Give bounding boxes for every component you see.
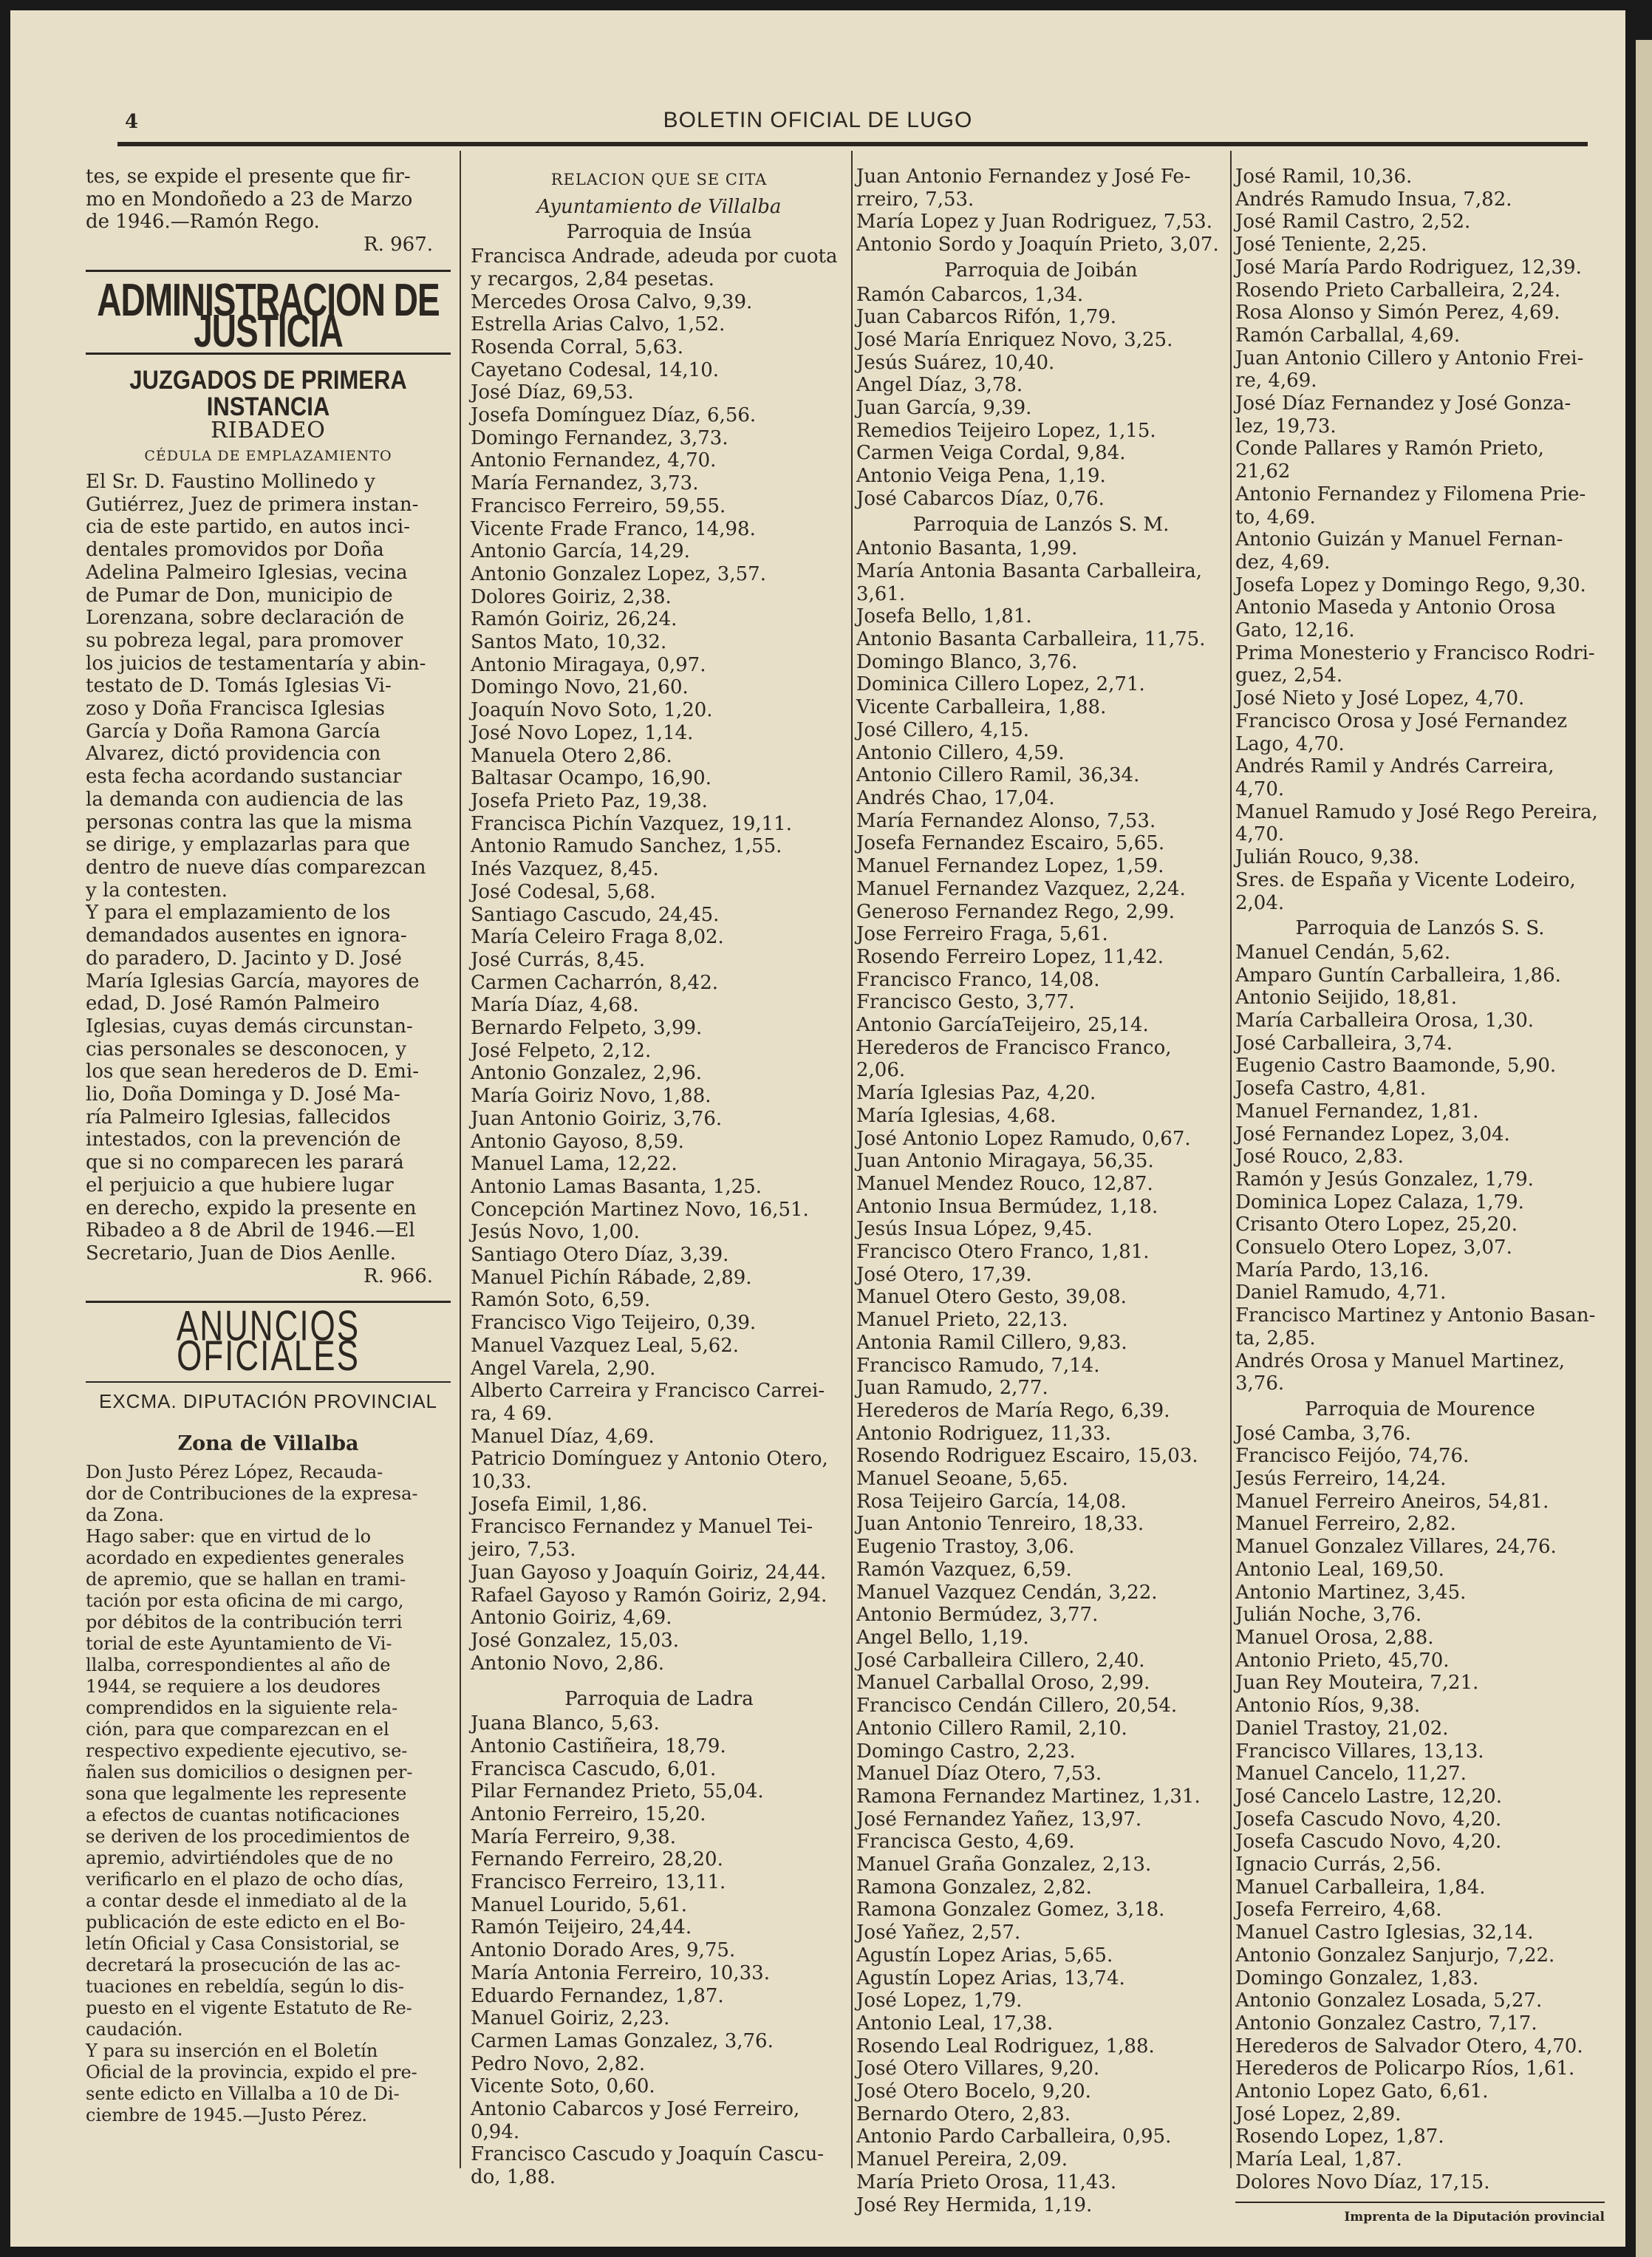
parroquia-heading: Parroquia de Lanzós S. M. [912,513,1170,536]
parroquia-heading: Parroquia de Ladra [564,1688,754,1711]
debtor-list: Juan Antonio Fernandez y José Fe- rreiro, 7,53. María Lopez y Juan Rodriguez, 7,53. Antonio Sordo y Joaquín Prieto, 3,07. [856,166,1219,256]
document-type: CÉDULA DE EMPLAZAMIENTO [144,448,392,465]
parroquia-heading: Parroquia de Insúa [566,221,752,244]
body-paragraph: Y para su inserción en el Boletín Oficial de la provincia, expido el pre- sente edicto en Villalba a 10 de Di- ciembre de 1945.—Justo Pérez. [86,2040,417,2126]
newspaper-page [10,10,1625,2247]
column-divider [851,151,853,2168]
subsection-title: JUZGADOS DE PRIMERA INSTANCIA [129,365,407,421]
section-banner [86,270,451,355]
debtor-list: Ramón Cabarcos, 1,34. Juan Cabarcos Rifón, 1,79. José María Enriquez Novo, 3,25. Jesús Suárez, 10,40. Angel Díaz, 3,78. Juan García, 9,39. Remedios Teijeiro Lopez, 1,15. Carmen Veiga Cordal, 9,84. Antonio Veiga Pena, 1,19. José Cabarcos Díaz, 0,76. [856,283,1173,510]
ayuntamiento-heading: Ayuntamiento de Villalba [536,195,782,218]
zona-heading: Zona de Villalba [177,1432,359,1456]
city-heading: RIBADEO [211,417,326,443]
body-paragraph: El Sr. D. Faustino Mollinedo y Gutiérrez, Juez de primera instan- cia de este partido, en autos inci- dentales promovidos por Doña Adelina Palmeiro Iglesias, vecina de Pumar de Don, municipio de Lorenzana, sobre declaración de su pobreza legal, para promover los juicios de testamentaría y abin- testato de D. Tomás Iglesias Vi- zoso y Doña Francisca Iglesias García y Doña Ramona García Alvarez, dictó providencia con esta fecha acordando sustanciar la demanda con audiencia de las personas contra las que la misma se dirige, y emplazarlas para que dentro de nueve días comparezcan y la contesten. [86,471,426,902]
column-3 [856,166,1226,2216]
printer-imprint: Imprenta de la Diputación provincial [1235,2202,1605,2229]
body-paragraph: Y para el emplazamiento de los demandados ausentes en ignora- do paradero, D. Jacinto y D. José María Iglesias García, mayores de edad, D. José Ramón Palmeiro Iglesias, cuyas demás circunstan- cias personales se desconocen, y los que sean herederos de D. Emi- lio, Doña Dominga y D. José Ma- ría Palmeiro Iglesias, fallecidos intestados, con la prevención de que si no comparecen les parará el perjuicio a que hubiere lugar en derecho, expido la presente en Ribadeo a 8 de Abril de 1946.—El Secretario, Juan de Dios Aenlle. [86,902,420,1264]
parroquia-heading: Parroquia de Mourence [1305,1398,1535,1420]
column-divider [1230,151,1232,2168]
debtor-list: José Camba, 3,76. Francisco Feijóo, 74,76. Jesús Ferreiro, 14,24. Manuel Ferreiro Aneiros, 54,81. Manuel Ferreiro, 2,82. Manuel Gonzalez Villares, 24,76. Antonio Leal, 169,50. Antonio Martinez, 3,45. Julián Noche, 3,76. Manuel Orosa, 2,88. Antonio Prieto, 45,70. Juan Rey Mouteira, 7,21. Antonio Ríos, 9,38. Daniel Trastoy, 21,02. Francisco Villares, 13,13. Manuel Cancelo, 11,27. José Cancelo Lastre, 12,20. Josefa Cascudo Novo, 4,20. Josefa Cascudo Novo, 4,20. Ignacio Currás, 2,56. Manuel Carballeira, 1,84. Josefa Ferreiro, 4,68. Manuel Castro Iglesias, 32,14. Antonio Gonzalez Sanjurjo, 7,22. Domingo Gonzalez, 1,83. Antonio Gonzalez Losada, 5,27. Antonio Gonzalez Castro, 7,17. Herederos de Salvador Otero, 4,70. Herederos de Policarpo Ríos, 1,61. Antonio Lopez Gato, 6,61. José Lopez, 2,89. Rosendo Lopez, 1,87. María Leal, 1,87. Dolores Novo Díaz, 17,15. [1235,1422,1583,2193]
parroquia-heading: Parroquia de Joibán [944,259,1138,282]
anuncios-title: ANUNCIOS OFICIALES [176,1303,361,1380]
debtor-list: Juana Blanco, 5,63. Antonio Castiñeira, 18,79. Francisca Cascudo, 6,01. Pilar Fernandez Prieto, 55,04. Antonio Ferreiro, 15,20. María Ferreiro, 9,38. Fernando Ferreiro, 28,20. Francisco Ferreiro, 13,11. Manuel Lourido, 5,61. Ramón Teijeiro, 24,44. Antonio Dorado Ares, 9,75. María Antonia Ferreiro, 10,33. Eduardo Fernandez, 1,87. Manuel Goiriz, 2,23. Carmen Lamas Gonzalez, 3,76. Pedro Novo, 2,82. Vicente Soto, 0,60. Antonio Cabarcos y José Ferreiro, 0,94. Francisco Cascudo y Joaquín Cascu- do, 1,88. [471,1712,825,2189]
body-paragraph: Don Justo Pérez López, Recauda- dor de Contribuciones de la expresa- da Zona. [86,1462,418,1526]
reference-number: R. 967. [363,234,433,256]
debtor-list: Manuel Cendán, 5,62. Amparo Guntín Carballeira, 1,86. Antonio Seijido, 18,81. María Carballeira Orosa, 1,30. José Carballeira, 3,74. Eugenio Castro Baamonde, 5,90. Josefa Castro, 4,81. Manuel Fernandez, 1,81. José Fernandez Lopez, 3,04. José Rouco, 2,83. Ramón y Jesús Gonzalez, 1,79. Dominica Lopez Calaza, 1,79. Crisanto Otero Lopez, 25,20. Consuelo Otero Lopez, 3,07. María Pardo, 13,16. Daniel Ramudo, 4,71. Francisco Martinez y Antonio Basan- ta, 2,85. Andrés Orosa y Manuel Martinez, 3,76. [1235,941,1596,1395]
relacion-heading: RELACION QUE SE CITA [550,171,768,188]
parroquia-heading: Parroquia de Lanzós S. S. [1295,917,1545,940]
diputacion-heading: EXCMA. DIPUTACIÓN PROVINCIAL [86,1381,451,1413]
debtor-list: Antonio Basanta, 1,99. María Antonia Basanta Carballeira, 3,61. Josefa Bello, 1,81. Antonio Basanta Carballeira, 11,75. Domingo Blanco, 3,76. Dominica Cillero Lopez, 2,71. Vicente Carballeira, 1,88. José Cillero, 4,15. Antonio Cillero, 4,59. Antonio Cillero Ramil, 36,34. Andrés Chao, 17,04. María Fernandez Alonso, 7,53. Josefa Fernandez Escairo, 5,65. Manuel Fernandez Lopez, 1,59. Manuel Fernandez Vazquez, 2,24. Generoso Fernandez Rego, 2,99. Jose Ferreiro Fraga, 5,61. Rosendo Ferreiro Lopez, 11,42. Francisco Franco, 14,08. Francisco Gesto, 3,77. Antonio GarcíaTeijeiro, 25,14. Herederos de Francisco Franco, 2,06. María Iglesias Paz, 4,20. María Iglesias, 4,68. José Antonio Lopez Ramudo, 0,67. Juan Antonio Miragaya, 56,35. Manuel Mendez Rouco, 12,87. Antonio Insua Bermúdez, 1,18. Jesús Insua López, 9,45. Francisco Otero Franco, 1,81. José Otero, 17,39. Manuel Otero Gesto, 39,08. Manuel Prieto, 22,13. Antonia Ramil Cillero, 9,83. Francisco Ramudo, 7,14. Juan Ramudo, 2,77. Herederos de María Rego, 6,39. Antonio Rodriguez, 11,33. Rosendo Rodriguez Escairo, 15,03. Manuel Seoane, 5,65. Rosa Teijeiro García, 14,08. Juan Antonio Tenreiro, 18,33. Eugenio Trastoy, 3,06. Ramón Vazquez, 6,59. Manuel Vazquez Cendán, 3,22. Antonio Bermúdez, 3,77. Angel Bello, 1,19. José Carballeira Cillero, 2,40. Manuel Carballal Oroso, 2,99. Francisco Cendán Cillero, 20,54. Antonio Cillero Ramil, 2,10. Domingo Castro, 2,23. Manuel Díaz Otero, 7,53. Ramona Fernandez Martinez, 1,31. José Fernandez Yañez, 13,97. Francisca Gesto, 4,69. Manuel Graña Gonzalez, 2,13. Ramona Gonzalez, 2,82. Ramona Gonzalez Gomez, 3,18. José Yañez, 2,57. Agustín Lopez Arias, 5,65. Agustín Lopez Arias, 13,74. José Lopez, 1,79. Antonio Leal, 17,38. Rosendo Leal Rodriguez, 1,88. José Otero Villares, 9,20. José Otero Bocelo, 9,20. Bernardo Otero, 2,83. Antonio Pardo Carballeira, 0,95. Manuel Pereira, 2,09. María Prieto Orosa, 11,43. José Rey Hermida, 1,19. [856,537,1206,2216]
anuncios-banner [86,1301,451,1378]
header-rule [117,142,1588,146]
body-paragraph: Hago saber: que en virtud de lo acordado en expedientes generales de apremio, que se hallan en trami- tación por esta oficina de mi cargo, por débitos de la contribución terri torial de este Ayuntamiento de Vi- llalba, correspondientes al año de 1944, se requiere a los deudores comprendidos en la siguiente rela- ción, para que comparezcan en el respectivo expediente ejecutivo, se- ñalen sus domicilios o designen per- sona que legalmente les represente a efectos de cuantas notificaciones se deriven de los procedimientos de apremio, advirtiéndoles que de no verificarlo en el plazo de ocho días, a contar desde el inmediato al de la publicación de este edicto en el Bo- letín Oficial y Casa Consistorial, se decretará la prosecución de las ac- tuaciones en rebeldía, según lo dis- puesto en el vigente Estatuto de Re- caudación. [86,1526,413,2040]
column-4 [1235,166,1605,2224]
column-divider [460,151,461,2168]
reference-number: R. 966. [363,1264,433,1287]
column-2 [471,166,847,2189]
running-title: BOLETIN OFICIAL DE LUGO [663,108,973,132]
debtor-list: Francisca Andrade, adeuda por cuota y recargos, 2,84 pesetas. Mercedes Orosa Calvo, 9,39. Estrella Arias Calvo, 1,52. Rosenda Corral, 5,63. Cayetano Codesal, 14,10. José Díaz, 69,53. Josefa Domínguez Díaz, 6,56. Domingo Fernandez, 3,73. Antonio Fernandez, 4,70. María Fernandez, 3,73. Francisco Ferreiro, 59,55. Vicente Frade Franco, 14,98. Antonio García, 14,29. Antonio Gonzalez Lopez, 3,57. Dolores Goiriz, 2,38. Ramón Goiriz, 26,24. Santos Mato, 10,32. Antonio Miragaya, 0,97. Domingo Novo, 21,60. Joaquín Novo Soto, 1,20. José Novo Lopez, 1,14. Manuela Otero 2,86. Baltasar Ocampo, 16,90. Josefa Prieto Paz, 19,38. Francisca Pichín Vazquez, 19,11. Antonio Ramudo Sanchez, 1,55. Inés Vazquez, 8,45. José Codesal, 5,68. Santiago Cascudo, 24,45. María Celeiro Fraga 8,02. José Currás, 8,45. Carmen Cacharrón, 8,42. María Díaz, 4,68. Bernardo Felpeto, 3,99. José Felpeto, 2,12. Antonio Gonzalez, 2,96. María Goiriz Novo, 1,88. Juan Antonio Goiriz, 3,76. Antonio Gayoso, 8,59. Manuel Lama, 12,22. Antonio Lamas Basanta, 1,25. Concepción Martinez Novo, 16,51. Jesús Novo, 1,00. Santiago Otero Díaz, 3,39. Manuel Pichín Rábade, 2,89. Ramón Soto, 6,59. Francisco Vigo Teijeiro, 0,39. Manuel Vazquez Leal, 5,62. Angel Varela, 2,90. Alberto Carreira y Francisco Carrei- ra, 4 69. Manuel Díaz, 4,69. Patricio Domínguez y Antonio Otero, 10,33. Josefa Eimil, 1,86. Francisco Fernandez y Manuel Tei- jeiro, 7,53. Juan Gayoso y Joaquín Goiriz, 24,44. Rafael Gayoso y Ramón Goiriz, 2,94. Antonio Goiriz, 4,69. José Gonzalez, 15,03. Antonio Novo, 2,86. [471,245,838,1675]
debtor-list: José Ramil, 10,36. Andrés Ramudo Insua, 7,82. José Ramil Castro, 2,52. José Teniente, 2,25. José María Pardo Rodriguez, 12,39. Rosendo Prieto Carballeira, 2,24. Rosa Alonso y Simón Perez, 4,69. Ramón Carballal, 4,69. Juan Antonio Cillero y Antonio Frei- re, 4,69. José Díaz Fernandez y José Gonza- lez, 19,73. Conde Pallares y Ramón Prieto, 21,62 Antonio Fernandez y Filomena Prie- to, 4,69. Antonio Guizán y Manuel Fernan- dez, 4,69. Josefa Lopez y Domingo Rego, 9,30. Antonio Maseda y Antonio Orosa Gato, 12,16. Prima Monesterio y Francisco Rodri- guez, 2,54. José Nieto y José Lopez, 4,70. Francisco Orosa y José Fernandez Lago, 4,70. Andrés Ramil y Andrés Carreira, 4,70. Manuel Ramudo y José Rego Pereira, 4,70. Julián Rouco, 9,38. Sres. de España y Vicente Lodeiro, 2,04. [1235,166,1598,914]
next-page-edge [1636,40,1652,2257]
section-title: ADMINISTRACION DE JUSTICIA [97,273,440,356]
column-1 [86,166,451,2183]
page-number: 4 [125,111,139,133]
intro-text: tes, se expide el presente que fir- mo en Mondoñedo a 23 de Marzo de 1946.—Ramón Rego. [86,166,413,234]
